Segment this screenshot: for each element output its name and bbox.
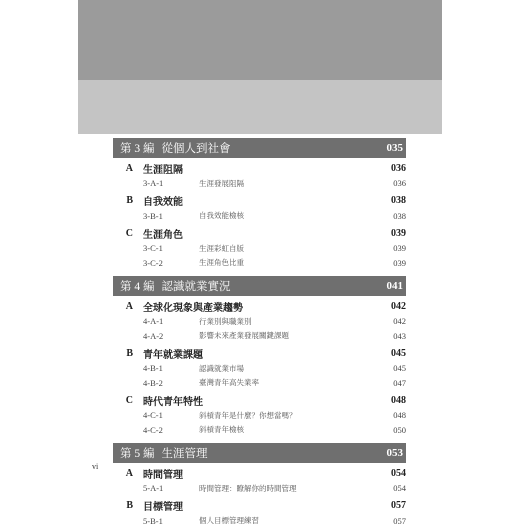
item-row — [113, 314, 406, 329]
item-title: 臺灣青年高失業率 — [199, 377, 384, 388]
page-folio: vi — [92, 462, 98, 471]
item-page: 050 — [384, 425, 406, 435]
section-page: 039 — [384, 228, 406, 239]
section-title: 生涯角色 — [143, 226, 384, 241]
item-row — [113, 514, 406, 528]
item-page: 038 — [384, 211, 406, 221]
item-code: 4-B-1 — [113, 363, 199, 373]
section-page: 042 — [384, 301, 406, 312]
chapter-heading — [113, 443, 406, 463]
section-letter: C — [113, 395, 143, 406]
item-page: 036 — [384, 178, 406, 188]
section-page: 038 — [384, 195, 406, 206]
item-row — [113, 423, 406, 438]
item-title: 斜槓青年檢核 — [199, 424, 384, 435]
item-title: 認識就業市場 — [199, 363, 384, 374]
item-row — [113, 256, 406, 271]
chapter-number: 第 5 編 — [120, 448, 155, 460]
item-row — [113, 481, 406, 496]
chapter-title: 認識就業實況 — [162, 281, 231, 293]
item-code: 4-C-2 — [113, 425, 199, 435]
item-title: 行業別與職業別 — [199, 316, 384, 327]
item-title: 影響未來產業發展關鍵課題 — [199, 330, 384, 341]
item-row — [113, 176, 406, 191]
chapter-page: 035 — [387, 142, 404, 154]
item-code: 3-C-2 — [113, 258, 199, 268]
item-row — [113, 408, 406, 423]
item-code: 4-C-1 — [113, 410, 199, 420]
section-row — [113, 193, 406, 209]
item-page: 045 — [384, 363, 406, 373]
item-code: 3-C-1 — [113, 243, 199, 253]
section-letter: B — [113, 500, 143, 511]
section-title: 青年就業課題 — [143, 346, 384, 361]
section-page: 045 — [384, 348, 406, 359]
section-title: 生涯阻隔 — [143, 161, 384, 176]
section-row — [113, 225, 406, 241]
section-row — [113, 392, 406, 408]
chapter-number: 第 3 編 — [120, 143, 155, 155]
item-code: 5-A-1 — [113, 483, 199, 493]
section-page: 036 — [384, 163, 406, 174]
section-row — [113, 160, 406, 176]
item-page: 043 — [384, 331, 406, 341]
item-code: 3-B-1 — [113, 211, 199, 221]
item-row — [113, 361, 406, 376]
header-band-dark — [78, 0, 442, 80]
item-row — [113, 241, 406, 256]
section-title: 自我效能 — [143, 193, 384, 208]
item-code: 3-A-1 — [113, 178, 199, 188]
item-code: 4-A-1 — [113, 316, 199, 326]
section-letter: B — [113, 195, 143, 206]
item-code: 5-B-1 — [113, 516, 199, 526]
item-page: 057 — [384, 516, 406, 526]
section-title: 時代青年特性 — [143, 393, 384, 408]
item-code: 4-B-2 — [113, 378, 199, 388]
item-row — [113, 376, 406, 391]
item-title: 生涯彩虹自版 — [199, 243, 384, 254]
item-row — [113, 329, 406, 344]
section-row — [113, 465, 406, 481]
item-title: 個人目標管理練習 — [199, 515, 384, 526]
section-row — [113, 345, 406, 361]
section-letter: A — [113, 163, 143, 174]
section-letter: A — [113, 301, 143, 312]
section-title: 目標管理 — [143, 498, 384, 513]
item-page: 039 — [384, 258, 406, 268]
chapter-page: 041 — [387, 280, 404, 292]
section-page: 054 — [384, 468, 406, 479]
item-title: 自我效能檢核 — [199, 210, 384, 221]
chapter-title: 生涯管理 — [162, 448, 208, 460]
item-page: 054 — [384, 483, 406, 493]
chapter-page: 053 — [387, 447, 404, 459]
chapter-heading — [113, 138, 406, 158]
section-page: 048 — [384, 395, 406, 406]
item-page: 039 — [384, 243, 406, 253]
section-row — [113, 298, 406, 314]
header-band-light — [78, 80, 442, 134]
item-code: 4-A-2 — [113, 331, 199, 341]
section-page: 057 — [384, 500, 406, 511]
chapter-heading — [113, 276, 406, 296]
chapter-number: 第 4 編 — [120, 281, 155, 293]
table-of-contents — [113, 138, 406, 528]
section-letter: B — [113, 348, 143, 359]
item-page: 042 — [384, 316, 406, 326]
section-letter: C — [113, 228, 143, 239]
item-title: 斜槓青年是什麼？你想當嗎？ — [199, 410, 384, 421]
item-row — [113, 209, 406, 224]
section-title: 時間管理 — [143, 466, 384, 481]
item-page: 048 — [384, 410, 406, 420]
item-title: 生涯發展阻隔 — [199, 178, 384, 189]
item-title: 生涯角色比重 — [199, 257, 384, 268]
section-title: 全球化現象與產業趨勢 — [143, 299, 384, 314]
section-letter: A — [113, 468, 143, 479]
item-title: 時間管理：瞭解你的時間管理 — [199, 483, 384, 494]
chapter-title: 從個人到社會 — [162, 143, 231, 155]
item-page: 047 — [384, 378, 406, 388]
